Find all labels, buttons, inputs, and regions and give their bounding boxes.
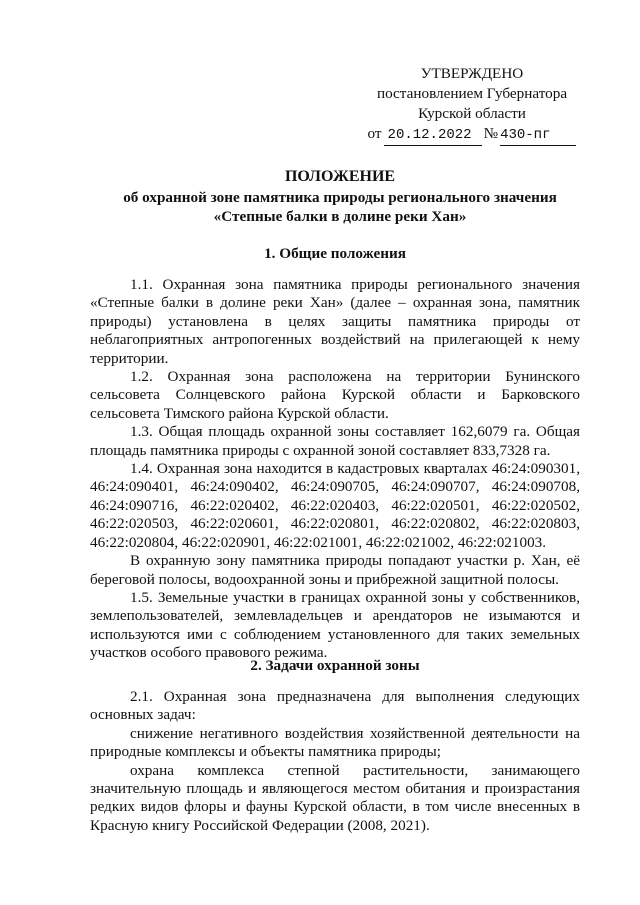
paragraph-1-2: 1.2. Охранная зона расположена на территории Бунинского сельсовета Солнцевского района Курской области и Барковского сельсовета Тимского района Курской области. bbox=[90, 368, 580, 422]
paragraph-2-1: 2.1. Охранная зона предназначена для выполнения следующих основных задач: bbox=[90, 688, 580, 724]
paragraph-1-1: 1.1. Охранная зона памятника природы регионального значения «Степные балки в долине реки Хан» (далее – охранная зона, памятник природы) установлена в целях защиты памятника природы от неблагоприятных антропогенных воздействий на прилегающей к нему территории. bbox=[90, 276, 580, 367]
section-1-body bbox=[90, 276, 580, 663]
paragraph-1-4: 1.4. Охранная зона находится в кадастровых кварталах 46:24:090301, 46:24:090401, 46:24:090402, 46:24:090705, 46:24:090707, 46:24:090708, 46:24:090716, 46:22:020402, 46:22:020403, 46:22:020501, 46:22:020502, 46:22:020503, 46:22:020601, 46:22:020801, 46:22:020802, 46:22:020803, 46:22:020804, 46:22:020901, 46:22:021001, 46:22:021002, 46:22:021003. bbox=[90, 460, 580, 551]
approval-heading: УТВЕРЖДЕНО bbox=[420, 65, 524, 82]
approval-line-1: постановлением Губернатора bbox=[376, 85, 568, 102]
document-title bbox=[90, 167, 590, 226]
decree-number: 430-пг bbox=[500, 125, 576, 146]
decree-date: 20.12.2022 bbox=[384, 125, 482, 146]
title-sub-2: «Степные балки в долине реки Хан» bbox=[213, 208, 467, 225]
task-item-2: охрана комплекса степной растительности, занимающего значительную площадь и являющегося местом обитания и произрастания редких видов флоры и фауны Курской области, в том числе внесенных в Красную книгу Российской Федерации (2008, 2021). bbox=[90, 761, 580, 834]
title-main: ПОЛОЖЕНИЕ bbox=[284, 168, 396, 185]
paragraph-1-4-continued: В охранную зону памятника природы попадают участки р. Хан, её береговой полосы, водоохранной зоны и прибрежной защитной полосы. bbox=[90, 552, 580, 588]
title-sub-1: об охранной зоне памятника природы регионального значения bbox=[123, 189, 557, 206]
section-2-heading: 2. Задачи охранной зоны bbox=[250, 657, 420, 674]
paragraph-1-3: 1.3. Общая площадь охранной зоны составляет 162,6079 га. Общая площадь памятника природы с охранной зоной составляет 833,7328 га. bbox=[90, 423, 580, 459]
task-item-1: снижение негативного воздействия хозяйственной деятельности на природные комплексы и объекты памятника природы; bbox=[90, 724, 580, 761]
paragraph-1-5: 1.5. Земельные участки в границах охранной зоны у собственников, землепользователей, землевладельцев и арендаторов не изымаются и используются ими с соблюдением установленного для таких земельных участков особого правового режима. bbox=[90, 588, 580, 662]
approval-stamp bbox=[362, 64, 582, 146]
approval-date-number bbox=[362, 124, 582, 146]
section-1-heading: 1. Общие положения bbox=[264, 245, 406, 262]
number-prefix: № bbox=[483, 125, 499, 142]
approval-line-2: Курской области bbox=[418, 105, 526, 122]
from-prefix: от bbox=[367, 125, 382, 142]
section-2-body bbox=[90, 688, 580, 835]
